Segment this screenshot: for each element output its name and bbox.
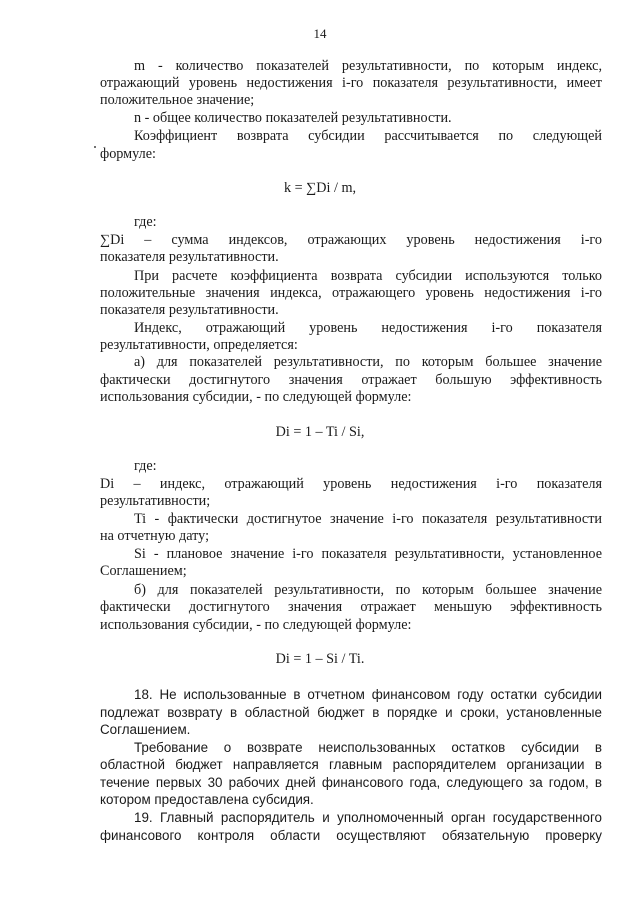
text-line: областной бюджет направляется главным распорядителем организации в: [100, 757, 602, 772]
text-line: n - общее количество показателей результативности.: [134, 110, 452, 126]
text-line: фактически достигнутого значения отражает большую эффективность: [100, 372, 602, 388]
text-line: положительные значения индекса, отражающего уровень недостижения i-го: [100, 285, 602, 301]
text-line: положительное значение;: [100, 92, 255, 108]
text-line: использования субсидии, - по следующей формуле:: [100, 617, 412, 633]
text-line: Коэффициент возврата субсидии рассчитывается по следующей: [134, 128, 602, 144]
page-number: 14: [313, 26, 327, 41]
scan-mark: [94, 146, 96, 148]
text-line: подлежат возврату в областной бюджет в порядке и сроки, установленные: [100, 705, 602, 720]
formula-di-a: Di = 1 – Ti / Si,: [275, 424, 365, 440]
text-line: Si - плановое значение i-го показателя результативности, установленное: [134, 546, 602, 562]
text-line: результативности, определяется:: [100, 337, 298, 353]
text-line: б) для показателей результативности, по которым большее значение: [134, 582, 602, 598]
text-line: 18. Не использованные в отчетном финансовом году остатки субсидии: [134, 687, 602, 702]
text-line: показателя результативности.: [100, 249, 279, 265]
formula-di-b: Di = 1 – Si / Ti.: [275, 651, 365, 667]
text-line: использования субсидии, - по следующей формуле:: [100, 389, 412, 405]
text-line: ∑Di – сумма индексов, отражающих уровень недостижения i-го: [100, 232, 602, 248]
text-line: Соглашением;: [100, 563, 187, 579]
text-line: Ti - фактически достигнутое значение i-го показателя результативности: [134, 511, 602, 527]
text-line: формуле:: [100, 146, 156, 162]
text-line: котором предоставлена субсидия.: [100, 792, 314, 807]
text-line: а) для показателей результативности, по которым большее значение: [134, 354, 602, 370]
text-line: Индекс, отражающий уровень недостижения i-го показателя: [134, 320, 602, 336]
text-line: 19. Главный распорядитель и уполномоченный орган государственного: [134, 810, 602, 825]
text-line: показателя результативности.: [100, 302, 279, 318]
text-line: Требование о возврате неиспользованных остатков субсидии в: [134, 740, 602, 755]
text-line: фактически достигнутого значения отражает меньшую эффективность: [100, 599, 602, 615]
text-line: При расчете коэффициента возврата субсидии используются только: [134, 268, 602, 284]
formula-k: k = ∑Di / m,: [283, 180, 357, 196]
text-line: Di – индекс, отражающий уровень недостижения i-го показателя: [100, 476, 602, 492]
text-line: финансового контроля области осуществляют обязательную проверку: [100, 828, 602, 843]
text-line: где:: [134, 214, 157, 230]
text-line: течение первых 30 рабочих дней финансового года, следующего за годом, в: [100, 775, 602, 790]
text-line: m - количество показателей результативности, по которым индекс,: [134, 58, 602, 74]
text-line: результативности;: [100, 493, 211, 509]
text-line: отражающий уровень недостижения i-го показателя результативности, имеет: [100, 75, 602, 91]
text-line: Соглашением.: [100, 722, 191, 737]
text-line: на отчетную дату;: [100, 528, 210, 544]
text-line: где:: [134, 458, 157, 474]
